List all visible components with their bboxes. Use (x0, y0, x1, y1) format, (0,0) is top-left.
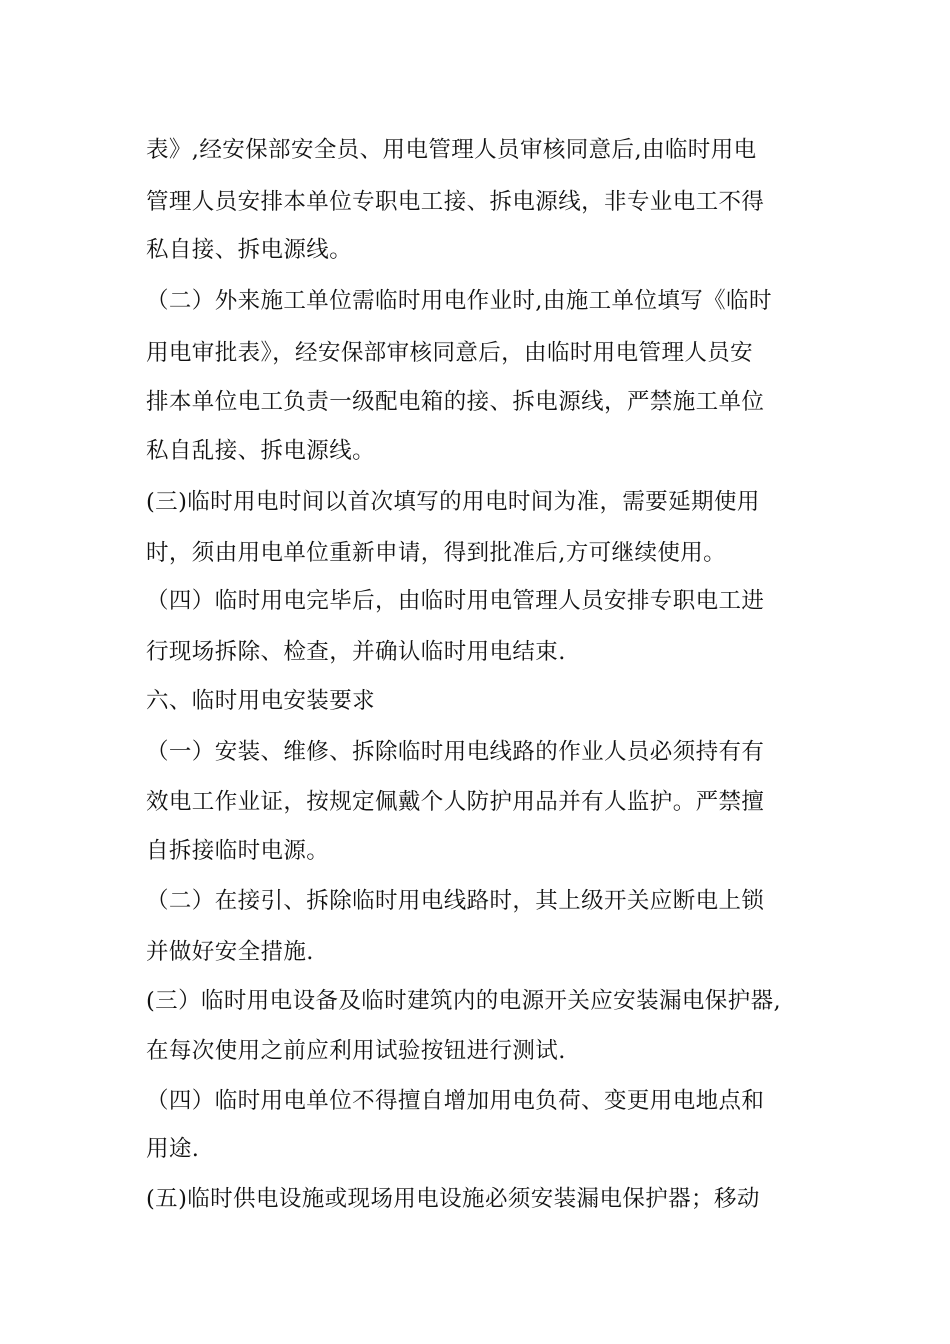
text-line: 管理人员安排本单位专职电工接、拆电源线，非专业电工不得 (146, 189, 765, 215)
text-line: 在每次使用之前应利用试验按钮进行测试. (146, 1038, 566, 1064)
section-item: (五)临时供电设施或现场用电设施必须安装漏电保护器；移动 (146, 1186, 760, 1212)
section-item: (三)临时用电时间以首次填写的用电时间为准，需要延期使用 (146, 489, 760, 515)
text-line: 时，须由用电单位重新申请，得到批准后,方可继续使用。 (146, 540, 727, 566)
section-heading: 六、临时用电安装要求 (146, 688, 376, 714)
section-item: （四）临时用电完毕后，由临时用电管理人员安排专职电工进 (146, 588, 765, 614)
section-item: （二）在接引、拆除临时用电线路时，其上级开关应断电上锁 (146, 888, 765, 914)
section-item: (三）临时用电设备及临时建筑内的电源开关应安装漏电保护器, (146, 988, 782, 1014)
text-line: 并做好安全措施. (146, 939, 314, 965)
section-item: （一）安装、维修、拆除临时用电线路的作业人员必须持有有 (146, 739, 765, 765)
text-line: 排本单位电工负责一级配电箱的接、拆电源线，严禁施工单位 (146, 389, 765, 415)
section-item: （二）外来施工单位需临时用电作业时,由施工单位填写《临时 (146, 288, 772, 314)
text-line: 私自接、拆电源线。 (146, 237, 353, 263)
text-line: 用途. (146, 1136, 200, 1162)
text-line: 用电审批表》，经安保部审核同意后，由临时用电管理人员安 (146, 340, 754, 366)
text-line: 效电工作业证，按规定佩戴个人防护用品并有人监护。严禁擅 (146, 789, 765, 815)
text-line: 表》,经安保部安全员、用电管理人员审核同意后,由临时用电 (146, 137, 757, 163)
text-line: 行现场拆除、检查，并确认临时用电结束. (146, 639, 566, 665)
section-item: （四）临时用电单位不得擅自增加用电负荷、变更用电地点和 (146, 1088, 765, 1114)
text-line: 自拆接临时电源。 (146, 838, 330, 864)
text-line: 私自乱接、拆电源线。 (146, 438, 376, 464)
